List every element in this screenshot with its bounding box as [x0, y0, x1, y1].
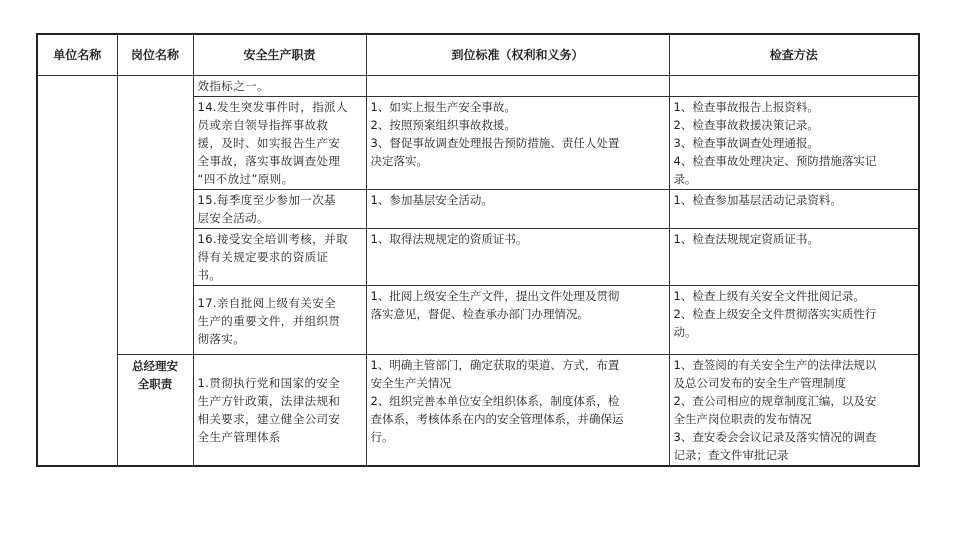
method-line: 1、检查法规规定资质证书。 — [673, 232, 819, 246]
duty-line: 彻落实。 — [197, 332, 246, 346]
duty-line: 15.每季度至少参加一次基 — [197, 193, 336, 207]
duty-line: 援，及时、如实报告生产安 — [197, 136, 341, 150]
standard-line: 1、批阅上级安全生产文件，提出文件处理及贯彻 — [370, 289, 620, 303]
post-cell — [117, 76, 193, 355]
duty-cell — [193, 286, 366, 355]
table-row — [37, 355, 919, 467]
method-line: 2、检查事故救援决策记录。 — [673, 118, 819, 132]
post-line: 总经理安 — [132, 359, 178, 373]
method-line: 2、检查上级安全文件贯彻落实实质性行 — [673, 307, 877, 321]
method-line: 1、检查事故报告上报资料。 — [673, 100, 819, 114]
unit-cell — [37, 76, 117, 467]
header-method: 检查方法 — [669, 34, 919, 76]
standard-line: 1、参加基层安全活动。 — [370, 193, 493, 207]
standard-line: 查体系，考核体系在内的安全管理体系，并确保运 — [370, 412, 624, 426]
standard-line: 1、如实上报生产安全事故。 — [370, 100, 516, 114]
duty-line: 相关要求，建立健全公司安 — [197, 412, 341, 426]
method-line: 1、检查参加基层活动记录资料。 — [673, 193, 842, 207]
method-line: 3、检查事故调查处理通报。 — [673, 136, 819, 150]
standard-line: 落实意见，督促、检查承办部门办理情况。 — [370, 307, 589, 321]
post-title-cell — [117, 355, 193, 467]
duty-line: 员或亲自领导指挥事故救 — [197, 118, 329, 132]
duty-cell — [193, 76, 366, 97]
method-cell — [669, 76, 919, 97]
standard-line: 1、取得法规规定的资质证书。 — [370, 232, 528, 246]
standard-line: 2、按照预案组织事故救援。 — [370, 118, 516, 132]
method-cell — [669, 190, 919, 229]
method-line: 3、查安委会会议记录及落实情况的调查 — [673, 430, 877, 444]
duty-cell — [193, 97, 366, 190]
method-line: 动。 — [673, 325, 697, 339]
duty-cell — [193, 229, 366, 286]
responsibility-table — [36, 33, 920, 467]
method-cell — [669, 355, 919, 467]
standard-line: 2、组织完善本单位安全组织体系，制度体系，检 — [370, 394, 620, 408]
duty-line: 17.亲自批阅上级有关安全 — [197, 296, 336, 310]
duty-line: 14.发生突发事件时，指派人 — [197, 100, 348, 114]
method-line: 4、检查事故处理决定、预防措施落实记 — [673, 154, 877, 168]
duty-line: 1.贯彻执行党和国家的安全 — [197, 376, 341, 390]
method-line: 记录；查文件审批记录 — [673, 448, 789, 462]
duty-line: 全事故，落实事故调查处理 — [197, 154, 341, 168]
method-line: 全生产岗位职责的发布情况 — [673, 412, 812, 426]
method-line: 及总公司发布的安全生产管理制度 — [673, 376, 846, 390]
duty-line: “四不放过”原则。 — [197, 172, 294, 186]
duty-cell — [193, 190, 366, 229]
standard-cell — [366, 76, 669, 97]
duty-line: 得有关规定要求的资质证 — [197, 250, 329, 264]
duty-line: 书。 — [197, 268, 222, 282]
standard-line: 决定落实。 — [370, 154, 428, 168]
method-cell — [669, 229, 919, 286]
standard-cell — [366, 229, 669, 286]
header-unit: 单位名称 — [37, 34, 117, 76]
post-line: 全职责 — [137, 377, 173, 391]
method-cell — [669, 97, 919, 190]
method-line: 1、查签阅的有关安全生产的法律法规以 — [673, 358, 877, 372]
standard-line: 安全生产关情况 — [370, 376, 451, 390]
duty-cell — [193, 355, 366, 467]
duty-line: 16.接受安全培训考核，并取 — [197, 232, 348, 246]
table-row — [37, 76, 919, 97]
header-post: 岗位名称 — [117, 34, 193, 76]
standard-cell — [366, 286, 669, 355]
duty-line: 全生产管理体系 — [197, 430, 281, 444]
method-line: 录。 — [673, 172, 697, 186]
method-line: 2、查公司相应的规章制度汇编，以及安 — [673, 394, 877, 408]
standard-cell — [366, 97, 669, 190]
standard-cell — [366, 190, 669, 229]
duty-line: 效指标之一。 — [197, 79, 269, 93]
method-cell — [669, 286, 919, 355]
method-line: 1、检查上级有关安全文件批阅记录。 — [673, 289, 865, 303]
header-standard: 到位标准（权利和义务） — [366, 34, 669, 76]
standard-line: 1、明确主管部门，确定获取的渠道、方式，布置 — [370, 358, 620, 372]
standard-line: 行。 — [370, 430, 394, 444]
duty-line: 生产方针政策，法律法规和 — [197, 394, 341, 408]
duty-line: 生产的重要文件，并组织贯 — [197, 314, 341, 328]
standard-line: 3、督促事故调查处理报告预防措施、责任人处置 — [370, 136, 620, 150]
standard-cell — [366, 355, 669, 467]
header-row — [37, 34, 919, 76]
header-duty: 安全生产职责 — [193, 34, 366, 76]
duty-line: 层安全活动。 — [197, 211, 269, 225]
